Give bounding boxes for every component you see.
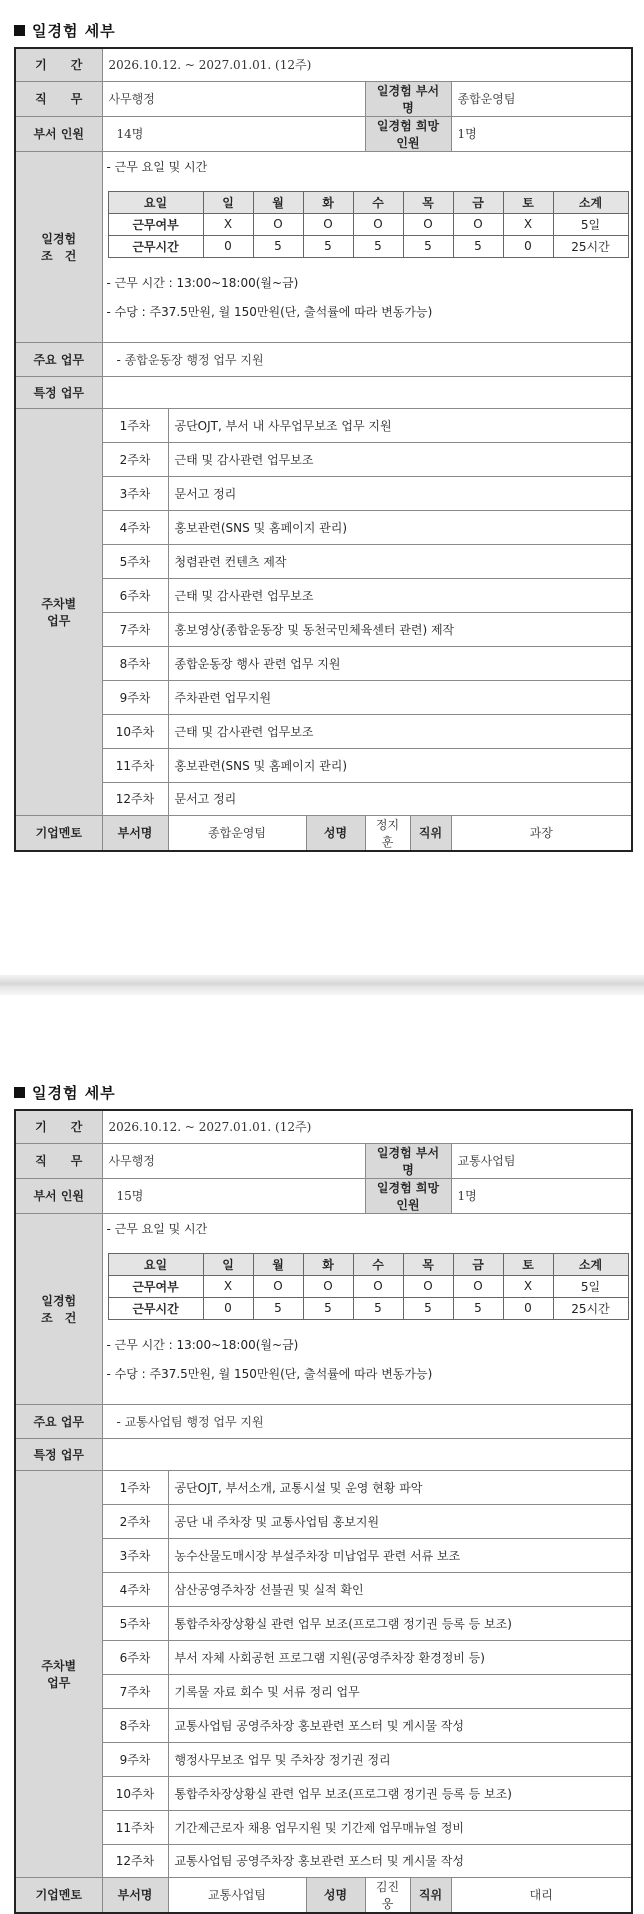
hope-label: 일경험 희망인원 bbox=[365, 1178, 451, 1213]
detail-table bbox=[14, 47, 633, 852]
main-duty-label: 주요 업무 bbox=[15, 342, 102, 376]
hope-value: 1명 bbox=[451, 116, 632, 151]
mentor-position-label: 직위 bbox=[410, 1877, 451, 1913]
schedule-header: 토 bbox=[503, 191, 553, 213]
mentor-name-value: 정지훈 bbox=[365, 815, 410, 851]
schedule-header: 금 bbox=[453, 191, 503, 213]
square-bullet-icon bbox=[14, 25, 25, 36]
schedule-header: 목 bbox=[403, 191, 453, 213]
mentor-label: 기업멘토 bbox=[15, 1877, 102, 1913]
mentor-position-label: 직위 bbox=[410, 815, 451, 851]
schedule-cell: 0 bbox=[503, 235, 553, 257]
schedule-cell: 5 bbox=[403, 235, 453, 257]
schedule-cell: O bbox=[303, 213, 353, 235]
hope-label: 일경험 희망인원 bbox=[365, 116, 451, 151]
staff-label: 부서 인원 bbox=[15, 1178, 102, 1213]
special-duty-label: 특정 업무 bbox=[15, 1438, 102, 1470]
week-number: 6주차 bbox=[102, 578, 168, 612]
week-number: 12주차 bbox=[102, 1844, 168, 1877]
week-task: 농수산물도매시장 부설주차장 미납업무 관련 서류 보조 bbox=[168, 1538, 632, 1572]
schedule-header: 월 bbox=[253, 191, 303, 213]
schedule-header: 화 bbox=[303, 1253, 353, 1275]
week-number: 5주차 bbox=[102, 1606, 168, 1640]
condition-cell bbox=[102, 1213, 632, 1404]
schedule-cell: 0 bbox=[503, 1297, 553, 1319]
condition-label-line1: 일경험 bbox=[41, 1293, 77, 1308]
dept-value: 종합운영팀 bbox=[451, 81, 632, 116]
schedule-cell: 5 bbox=[353, 235, 403, 257]
schedule-header: 소계 bbox=[553, 1253, 628, 1275]
week-number: 1주차 bbox=[102, 1470, 168, 1504]
week-task: 기간제근로자 채용 업무지원 및 기간제 업무매뉴얼 정비 bbox=[168, 1810, 632, 1844]
week-number: 3주차 bbox=[102, 476, 168, 510]
schedule-cell: 5 bbox=[353, 1297, 403, 1319]
week-number: 8주차 bbox=[102, 646, 168, 680]
week-task: 통합주차장상황실 관련 업무 보조(프로그램 정기권 등록 등 보조) bbox=[168, 1776, 632, 1810]
schedule-table bbox=[108, 1253, 629, 1320]
schedule-cell: O bbox=[353, 213, 403, 235]
mentor-dept-value: 종합운영팀 bbox=[168, 815, 306, 851]
week-number: 9주차 bbox=[102, 1742, 168, 1776]
week-task: 교통사업팀 공영주차장 홍보관련 포스터 및 게시물 작성 bbox=[168, 1708, 632, 1742]
period-label: 기 간 bbox=[15, 48, 102, 81]
schedule-row bbox=[108, 235, 628, 257]
allowance: - 수당 : 주37.5만원, 월 150만원(단, 출석률에 따라 변동가능) bbox=[106, 304, 433, 319]
week-task: 청렴관련 컨텐츠 제작 bbox=[168, 544, 632, 578]
weekly-label-line2: 업무 bbox=[47, 613, 71, 628]
week-number: 7주차 bbox=[102, 1674, 168, 1708]
main-duty-value: - 교통사업팀 행정 업무 지원 bbox=[102, 1404, 632, 1438]
section-title-text: 일경험 세부 bbox=[32, 22, 116, 40]
schedule-cell: O bbox=[403, 1275, 453, 1297]
schedule-cell: O bbox=[253, 213, 303, 235]
schedule-table bbox=[108, 191, 629, 258]
week-number: 12주차 bbox=[102, 782, 168, 815]
mentor-name-value: 김진웅 bbox=[365, 1877, 410, 1913]
week-number: 11주차 bbox=[102, 1810, 168, 1844]
week-number: 10주차 bbox=[102, 714, 168, 748]
week-task: 홍보관련(SNS 및 홈페이지 관리) bbox=[168, 748, 632, 782]
mentor-position-value: 대리 bbox=[451, 1877, 632, 1913]
condition-intro: - 근무 요일 및 시간 bbox=[106, 159, 208, 174]
schedule-cell: 5 bbox=[403, 1297, 453, 1319]
week-task: 주차관련 업무지원 bbox=[168, 680, 632, 714]
schedule-header-row bbox=[108, 191, 628, 213]
week-number: 11주차 bbox=[102, 748, 168, 782]
schedule-cell: 5일 bbox=[553, 213, 628, 235]
mentor-name-label: 성명 bbox=[306, 1877, 365, 1913]
period-label: 기 간 bbox=[15, 1110, 102, 1143]
hope-value: 1명 bbox=[451, 1178, 632, 1213]
schedule-row bbox=[108, 1275, 628, 1297]
schedule-row-label: 근무시간 bbox=[108, 235, 203, 257]
condition-intro: - 근무 요일 및 시간 bbox=[106, 1221, 208, 1236]
schedule-header: 월 bbox=[253, 1253, 303, 1275]
schedule-header: 목 bbox=[403, 1253, 453, 1275]
mentor-dept-label: 부서명 bbox=[102, 815, 168, 851]
section-title-text: 일경험 세부 bbox=[32, 1084, 116, 1102]
work-time: - 근무 시간 : 13:00~18:00(월~금) bbox=[106, 1337, 299, 1352]
schedule-cell: 0 bbox=[203, 1297, 253, 1319]
schedule-header: 수 bbox=[353, 191, 403, 213]
special-duty-label: 특정 업무 bbox=[15, 376, 102, 408]
week-task: 근태 및 감사관련 업무보조 bbox=[168, 578, 632, 612]
week-task: 홍보관련(SNS 및 홈페이지 관리) bbox=[168, 510, 632, 544]
job-label: 직 무 bbox=[15, 1143, 102, 1178]
page-separator bbox=[0, 975, 644, 995]
condition-label bbox=[15, 151, 102, 342]
staff-value: 14명 bbox=[102, 116, 365, 151]
condition-cell bbox=[102, 151, 632, 342]
schedule-cell: 5 bbox=[453, 235, 503, 257]
schedule-cell: 5 bbox=[253, 235, 303, 257]
schedule-cell: O bbox=[453, 213, 503, 235]
mentor-label: 기업멘토 bbox=[15, 815, 102, 851]
week-number: 2주차 bbox=[102, 442, 168, 476]
staff-value: 15명 bbox=[102, 1178, 365, 1213]
main-duty-label: 주요 업무 bbox=[15, 1404, 102, 1438]
week-number: 2주차 bbox=[102, 1504, 168, 1538]
schedule-cell: 0 bbox=[203, 235, 253, 257]
week-number: 9주차 bbox=[102, 680, 168, 714]
dept-value: 교통사업팀 bbox=[451, 1143, 632, 1178]
schedule-header: 요일 bbox=[108, 191, 203, 213]
weekly-label bbox=[15, 408, 102, 815]
mentor-dept-label: 부서명 bbox=[102, 1877, 168, 1913]
allowance: - 수당 : 주37.5만원, 월 150만원(단, 출석률에 따라 변동가능) bbox=[106, 1366, 433, 1381]
week-task: 종합운동장 행사 관련 업무 지원 bbox=[168, 646, 632, 680]
week-task: 공단 내 주차장 및 교통사업팀 홍보지원 bbox=[168, 1504, 632, 1538]
weekly-label-line1: 주차별 bbox=[41, 596, 77, 611]
week-number: 4주차 bbox=[102, 1572, 168, 1606]
schedule-cell: X bbox=[503, 1275, 553, 1297]
schedule-cell: O bbox=[353, 1275, 403, 1297]
schedule-header: 금 bbox=[453, 1253, 503, 1275]
job-label: 직 무 bbox=[15, 81, 102, 116]
schedule-header: 수 bbox=[353, 1253, 403, 1275]
week-task: 홍보영상(종합운동장 및 동천국민체육센터 관련) 제작 bbox=[168, 612, 632, 646]
week-number: 3주차 bbox=[102, 1538, 168, 1572]
staff-label: 부서 인원 bbox=[15, 116, 102, 151]
square-bullet-icon bbox=[14, 1087, 25, 1098]
schedule-row bbox=[108, 213, 628, 235]
job-value: 사무행정 bbox=[102, 81, 365, 116]
schedule-cell: O bbox=[453, 1275, 503, 1297]
week-task: 교통사업팀 공영주차장 홍보관련 포스터 및 게시물 작성 bbox=[168, 1844, 632, 1877]
week-number: 5주차 bbox=[102, 544, 168, 578]
week-task: 공단OJT, 부서소개, 교통시설 및 운영 현황 파악 bbox=[168, 1470, 632, 1504]
schedule-header: 일 bbox=[203, 191, 253, 213]
schedule-cell: 5일 bbox=[553, 1275, 628, 1297]
week-number: 6주차 bbox=[102, 1640, 168, 1674]
section-title bbox=[14, 20, 116, 41]
week-number: 7주차 bbox=[102, 612, 168, 646]
schedule-cell: X bbox=[503, 213, 553, 235]
schedule-cell: O bbox=[303, 1275, 353, 1297]
work-time: - 근무 시간 : 13:00~18:00(월~금) bbox=[106, 275, 299, 290]
schedule-cell: X bbox=[203, 213, 253, 235]
week-number: 10주차 bbox=[102, 1776, 168, 1810]
week-task: 근태 및 감사관련 업무보조 bbox=[168, 714, 632, 748]
schedule-cell: 5 bbox=[303, 235, 353, 257]
schedule-cell: 5 bbox=[453, 1297, 503, 1319]
mentor-name-label: 성명 bbox=[306, 815, 365, 851]
schedule-header: 소계 bbox=[553, 191, 628, 213]
section-title bbox=[14, 1082, 116, 1103]
week-number: 1주차 bbox=[102, 408, 168, 442]
condition-label-line1: 일경험 bbox=[41, 231, 77, 246]
week-task: 기록물 자료 회수 및 서류 정리 업무 bbox=[168, 1674, 632, 1708]
week-task: 부서 자체 사회공헌 프로그램 지원(공영주차장 환경정비 등) bbox=[168, 1640, 632, 1674]
mentor-dept-value: 교통사업팀 bbox=[168, 1877, 306, 1913]
week-task: 문서고 정리 bbox=[168, 476, 632, 510]
schedule-row-label: 근무여부 bbox=[108, 1275, 203, 1297]
schedule-header: 화 bbox=[303, 191, 353, 213]
dept-label: 일경험 부서명 bbox=[365, 1143, 451, 1178]
weekly-label bbox=[15, 1470, 102, 1877]
weekly-label-line1: 주차별 bbox=[41, 1658, 77, 1673]
weekly-label-line2: 업무 bbox=[47, 1675, 71, 1690]
job-value: 사무행정 bbox=[102, 1143, 365, 1178]
schedule-cell: 5 bbox=[253, 1297, 303, 1319]
condition-label-line2: 조 건 bbox=[41, 248, 77, 263]
week-number: 4주차 bbox=[102, 510, 168, 544]
schedule-cell: 25시간 bbox=[553, 1297, 628, 1319]
week-number: 8주차 bbox=[102, 1708, 168, 1742]
schedule-cell: 5 bbox=[303, 1297, 353, 1319]
schedule-header: 요일 bbox=[108, 1253, 203, 1275]
schedule-cell: O bbox=[403, 213, 453, 235]
week-task: 삼산공영주차장 선불권 및 실적 확인 bbox=[168, 1572, 632, 1606]
week-task: 근태 및 감사관련 업무보조 bbox=[168, 442, 632, 476]
page-2 bbox=[0, 995, 644, 1912]
schedule-row bbox=[108, 1297, 628, 1319]
special-duty-value bbox=[102, 1438, 632, 1470]
schedule-row-label: 근무시간 bbox=[108, 1297, 203, 1319]
schedule-cell: 25시간 bbox=[553, 235, 628, 257]
period-value: 2026.10.12. ~ 2027.01.01. (12주) bbox=[102, 1110, 632, 1143]
condition-label-line2: 조 건 bbox=[41, 1310, 77, 1325]
mentor-position-value: 과장 bbox=[451, 815, 632, 851]
schedule-cell: O bbox=[253, 1275, 303, 1297]
dept-label: 일경험 부서명 bbox=[365, 81, 451, 116]
week-task: 공단OJT, 부서 내 사무업무보조 업무 지원 bbox=[168, 408, 632, 442]
schedule-header: 일 bbox=[203, 1253, 253, 1275]
detail-table bbox=[14, 1109, 633, 1914]
schedule-header: 토 bbox=[503, 1253, 553, 1275]
special-duty-value bbox=[102, 376, 632, 408]
schedule-header-row bbox=[108, 1253, 628, 1275]
condition-label bbox=[15, 1213, 102, 1404]
week-task: 통합주차장상황실 관련 업무 보조(프로그램 정기권 등록 등 보조) bbox=[168, 1606, 632, 1640]
period-value: 2026.10.12. ~ 2027.01.01. (12주) bbox=[102, 48, 632, 81]
main-duty-value: - 종합운동장 행정 업무 지원 bbox=[102, 342, 632, 376]
schedule-row-label: 근무여부 bbox=[108, 213, 203, 235]
schedule-cell: X bbox=[203, 1275, 253, 1297]
week-task: 행정사무보조 업무 및 주차장 정기권 정리 bbox=[168, 1742, 632, 1776]
week-task: 문서고 정리 bbox=[168, 782, 632, 815]
